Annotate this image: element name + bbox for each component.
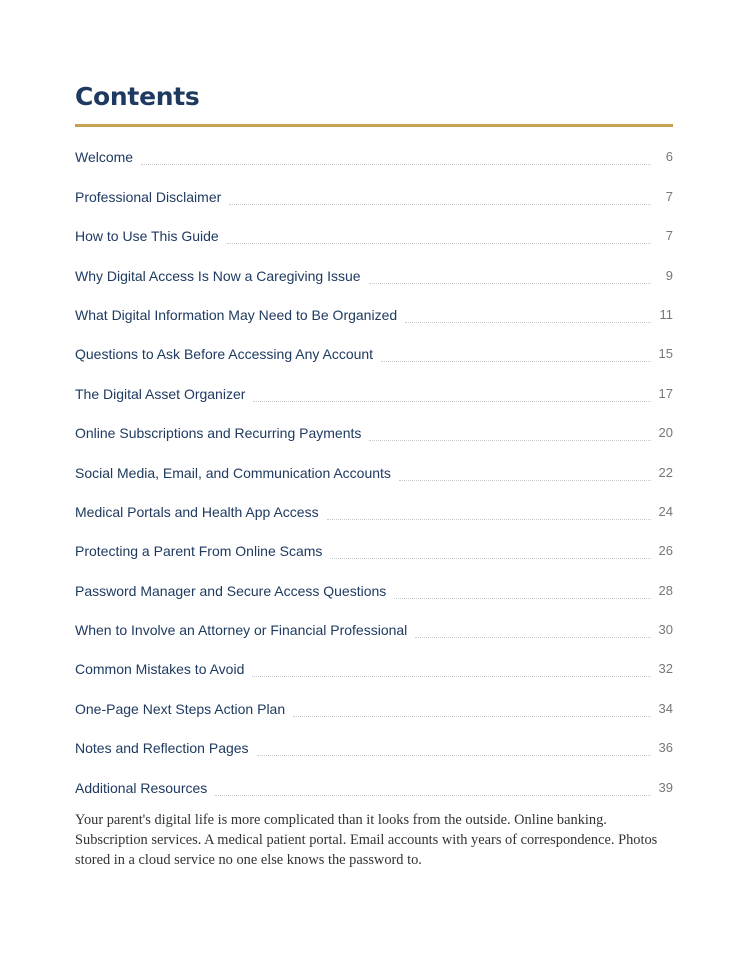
toc-page-number: 20 — [658, 425, 673, 441]
dot-leader — [253, 401, 650, 402]
toc-entry[interactable] — [75, 172, 673, 211]
dot-leader — [215, 795, 650, 796]
toc-page-number: 36 — [658, 740, 673, 756]
toc-entry[interactable] — [75, 724, 673, 763]
toc-page-number: 24 — [658, 503, 673, 519]
toc-entry[interactable] — [75, 606, 673, 645]
toc-page-number: 32 — [658, 661, 673, 677]
toc-entry-label[interactable]: Additional Resources — [75, 779, 208, 796]
toc-entry[interactable] — [75, 369, 673, 408]
toc-entry-label[interactable]: One-Page Next Steps Action Plan — [75, 700, 286, 717]
toc-entry-label[interactable]: Welcome — [75, 149, 134, 166]
toc-entry-label[interactable]: Protecting a Parent From Online Scams — [75, 543, 323, 560]
title-divider — [75, 124, 673, 127]
dot-leader — [141, 164, 651, 165]
dot-leader — [257, 755, 651, 756]
toc-entry-label[interactable]: Why Digital Access Is Now a Caregiving Issue — [75, 267, 361, 284]
toc-entry[interactable] — [75, 684, 673, 723]
toc-page-number: 11 — [659, 306, 673, 322]
toc-entry-label[interactable]: When to Involve an Attorney or Financial Professional — [75, 622, 408, 639]
toc-page-number: 26 — [658, 543, 673, 559]
toc-entry[interactable] — [75, 409, 673, 448]
toc-page-number: 9 — [665, 267, 673, 283]
dot-leader — [227, 243, 651, 244]
dot-leader — [415, 637, 650, 638]
dot-leader — [293, 716, 650, 717]
toc-entry[interactable] — [75, 133, 673, 172]
toc-page-number: 7 — [665, 188, 673, 204]
page-title: Contents — [75, 82, 200, 111]
toc-page-number: 22 — [658, 464, 673, 480]
dot-leader — [381, 361, 650, 362]
toc-entry[interactable] — [75, 448, 673, 487]
toc-page-number: 15 — [658, 346, 673, 362]
toc-page-number: 7 — [665, 228, 673, 244]
toc-entry-label[interactable]: Professional Disclaimer — [75, 188, 222, 205]
toc-entry-label[interactable]: Notes and Reflection Pages — [75, 740, 249, 757]
dot-leader — [394, 598, 650, 599]
intro-paragraph: Your parent's digital life is more complicated than it looks from the outside. Online banking. Subscription services. A medical patient portal. Email accounts with years of correspondence. Photos stored in a cloud service no one else knows the password to. — [75, 812, 658, 868]
toc-entry[interactable] — [75, 251, 673, 290]
toc-entry[interactable] — [75, 488, 673, 527]
toc-entry-label[interactable]: Password Manager and Secure Access Questions — [75, 582, 387, 599]
dot-leader — [405, 322, 651, 323]
toc-page-number: 39 — [658, 779, 673, 795]
dot-leader — [327, 519, 651, 520]
toc-page-number: 17 — [658, 385, 673, 401]
toc-page-number: 6 — [665, 149, 673, 165]
dot-leader — [330, 558, 650, 559]
toc-entry-label[interactable]: Medical Portals and Health App Access — [75, 503, 319, 520]
toc-entry-label[interactable]: How to Use This Guide — [75, 228, 219, 245]
toc-entry-label[interactable]: Social Media, Email, and Communication Accounts — [75, 464, 391, 481]
dot-leader — [252, 676, 650, 677]
dot-leader — [369, 283, 651, 284]
toc-entry-label[interactable]: Common Mistakes to Avoid — [75, 661, 245, 678]
dot-leader — [229, 204, 651, 205]
toc-entry[interactable] — [75, 527, 673, 566]
toc-entry[interactable] — [75, 291, 673, 330]
dot-leader — [399, 480, 651, 481]
table-of-contents — [75, 133, 673, 803]
toc-page-number: 28 — [658, 582, 673, 598]
toc-page-number: 30 — [658, 622, 673, 638]
toc-entry[interactable] — [75, 212, 673, 251]
toc-entry[interactable] — [75, 763, 673, 802]
toc-entry-label[interactable]: The Digital Asset Organizer — [75, 385, 246, 402]
toc-entry-label[interactable]: Questions to Ask Before Accessing Any Account — [75, 346, 374, 363]
toc-entry[interactable] — [75, 566, 673, 605]
toc-entry-label[interactable]: Online Subscriptions and Recurring Payments — [75, 425, 362, 442]
toc-page-number: 34 — [658, 700, 673, 716]
dot-leader — [369, 440, 650, 441]
toc-entry[interactable] — [75, 645, 673, 684]
toc-entry-label[interactable]: What Digital Information May Need to Be Organized — [75, 306, 398, 323]
toc-entry[interactable] — [75, 330, 673, 369]
